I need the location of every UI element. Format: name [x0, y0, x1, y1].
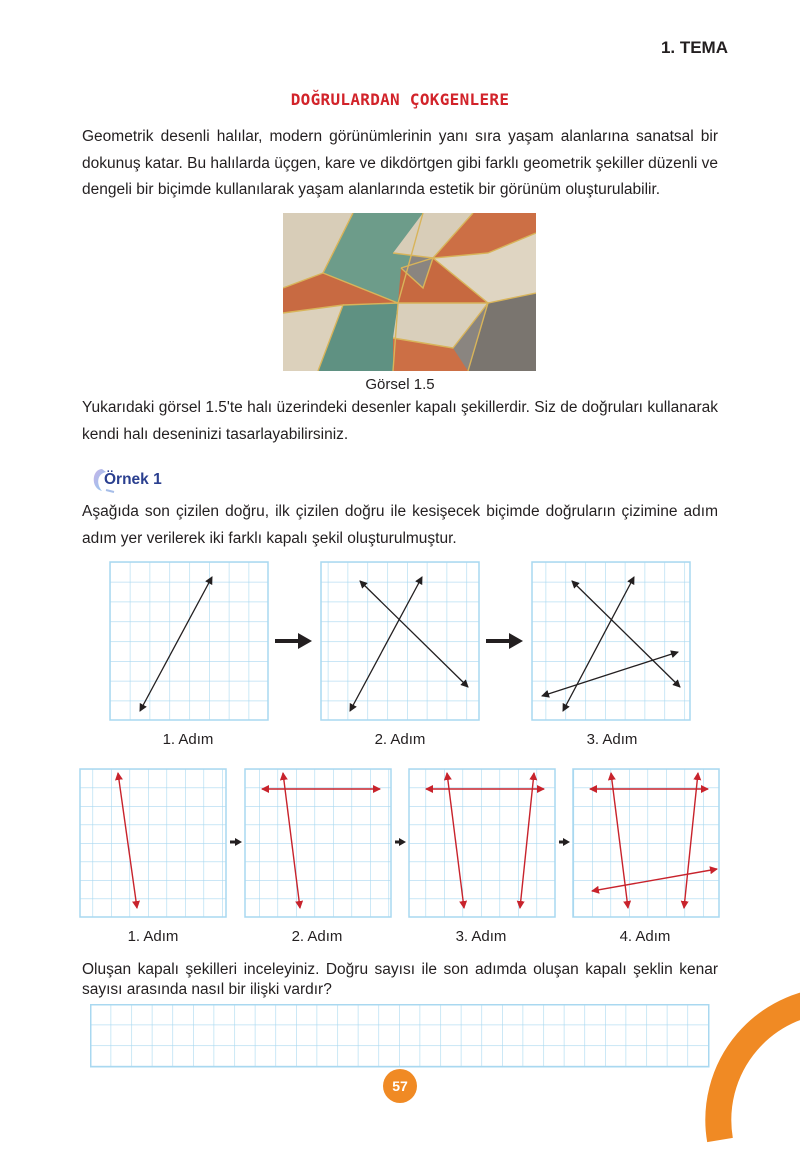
row2-step3-grid [409, 769, 555, 917]
row1-step3-label: 3. Adım [586, 731, 638, 748]
question-text: Oluşan kapalı şekilleri inceleyiniz. Doğru sayısı ile son adımda oluşan kapalı şeklin kenar sayısı arasında nasıl bir ilişki vardır? [82, 961, 718, 998]
row2-step4-label: 4. Adım [619, 928, 671, 945]
step2-grid [321, 562, 479, 720]
next-arrow-icon [275, 633, 312, 649]
next-arrow-icon [486, 633, 523, 649]
carpet-paragraph: Yukarıdaki görsel 1.5'te halı üzerindeki desenler kapalı şekillerdir. Siz de doğruları kullanarak kendi halı deseninizi tasarlayabilirsiniz. [82, 399, 718, 443]
row2-step4-grid [573, 769, 719, 917]
example-label: Örnek 1 [104, 471, 162, 488]
row2-step1-grid [80, 769, 226, 917]
step3-grid [532, 562, 690, 720]
row1-diagrams [0, 555, 800, 755]
row1-step1-label: 1. Adım [162, 731, 214, 748]
row2-step2-grid [245, 769, 391, 917]
row2-step3-label: 3. Adım [455, 928, 507, 945]
figure-caption: Görsel 1.5 [365, 376, 435, 393]
step1-grid [110, 562, 268, 720]
next-arrow-icon [559, 838, 570, 846]
page-number: 57 [383, 1069, 417, 1103]
theme-label: 1. TEMA [660, 38, 728, 57]
row2-step1-label: 1. Adım [127, 928, 179, 945]
decorative-orange-arc [700, 990, 800, 1150]
row1-step2-label: 2. Adım [374, 731, 426, 748]
example-paragraph: Aşağıda son çizilen doğru, ilk çizilen doğru ile kesişecek biçimde doğruların çizimine adım adım yer verilerek iki farklı kapalı şekil oluşturulmuştur. [82, 503, 718, 547]
row2-diagrams [0, 765, 800, 925]
row2-step2-label: 2. Adım [291, 928, 343, 945]
next-arrow-icon [230, 838, 242, 846]
answer-grid[interactable] [90, 1004, 710, 1068]
intro-paragraph: Geometrik desenli halılar, modern görünümlerinin yanı sıra yaşam alanlarına sanatsal bir dokunuş katar. Bu halılarda üçgen, kare ve dikdörtgen gibi farklı geometrik şekiller düzenli ve dengeli bir biçimde kullanılarak yaşam alanlarında estetik bir görünüm oluşturulabilir. [82, 128, 718, 198]
geometric-carpet-image [283, 213, 536, 371]
section-title: DOĞRULARDAN ÇOKGENLERE [290, 90, 510, 109]
next-arrow-icon [395, 838, 406, 846]
